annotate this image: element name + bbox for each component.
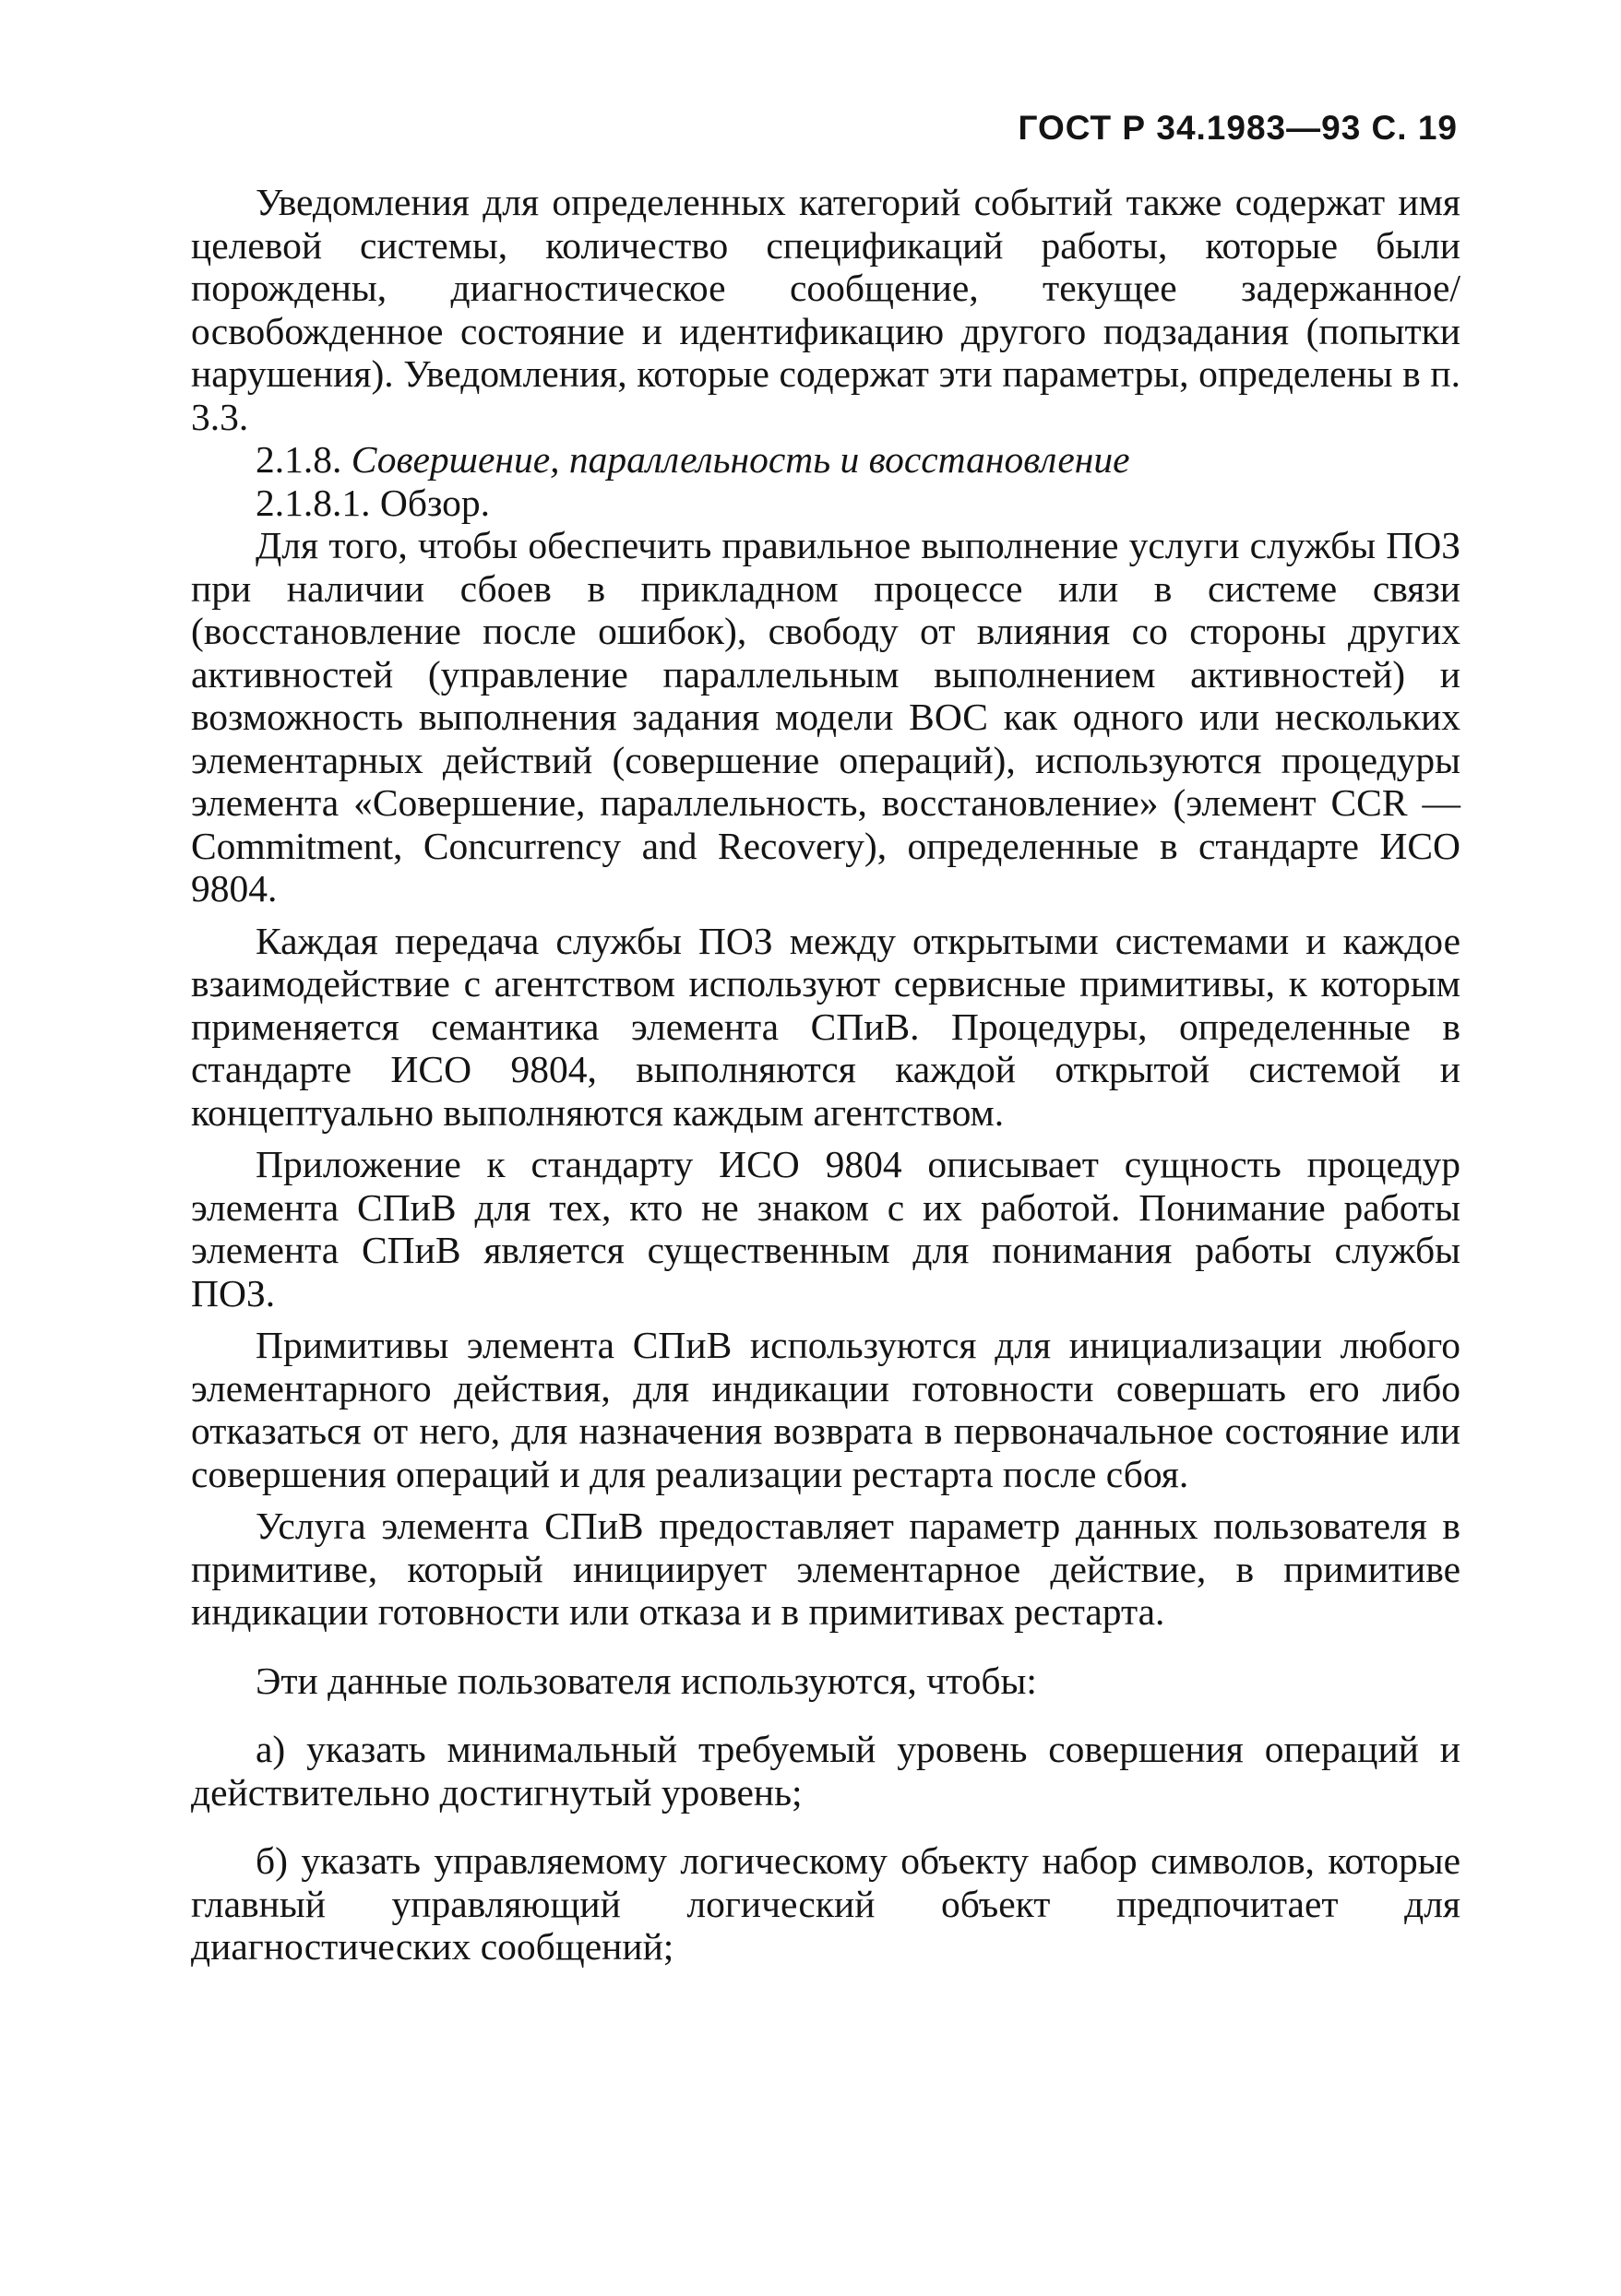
paragraph-user-data-usage: Эти данные пользователя используются, чтобы:: [256, 1659, 1037, 1702]
section-number: 2.1.8.: [256, 438, 352, 481]
list-item-b: б) указать управляемому логическому объекту набор символов, которые главный управляющий логический объект предпочитает для диагностических сообщений;: [191, 1839, 1460, 1968]
list-item-a: а) указать минимальный требуемый уровень совершения операций и действительно достигнутый уровень;: [191, 1728, 1460, 1814]
section-title: Совершение, параллельность и восстановление: [351, 438, 1130, 481]
paragraph-annex-iso-9804: Приложение к стандарту ИСО 9804 описывает сущность процедур элемента СПиВ для тех, кто не знаком с их работой. Понимание работы элемента СПиВ является существенным для понимания работы службы ПОЗ.: [191, 1143, 1460, 1315]
section-heading-2-1-8: [191, 438, 1460, 482]
paragraph-service-primitives: Каждая передача службы ПОЗ между открытыми системами и каждое взаимодействие с агентством используют сервисные примитивы, к которым применяется семантика элемента СПиВ. Процедуры, определенные в стандарте ИСО 9804, выполняются каждой открытой системой и концептуально выполняются каждым агентством.: [191, 919, 1460, 1134]
document-body: [191, 181, 1460, 1969]
paragraph-user-data-parameter: Услуга элемента СПиВ предоставляет параметр данных пользователя в примитиве, который инициирует элементарное действие, в примитиве индикации готовности или отказа и в примитивах рестарта.: [191, 1505, 1460, 1633]
paragraph-notifications: Уведомления для определенных категорий событий также содержат имя целевой системы, количество спецификаций работы, которые были порождены, диагностическое сообщение, текущее задержанное/освобожденное состояние и идентификацию другого подзадания (попытки нарушения). Уведомления, которые содержат эти параметры, определены в п. 3.3.: [191, 181, 1460, 438]
subsection-heading-overview: 2.1.8.1. Обзор.: [256, 481, 490, 524]
page-header: ГОСТ Р 34.1983—93 С. 19: [1018, 109, 1458, 147]
paragraph-ccr-purpose: Для того, чтобы обеспечить правильное выполнение услуги службы ПОЗ при наличии сбоев в прикладном процессе или в системе связи (восстановление после ошибок), свободу от влияния со стороны других активностей (управление параллельным выполнением активностей) и возможность выполнения задания модели ВОС как одного или нескольких элементарных действий (совершение операций), используются процедуры элемента «Совершение, параллельность, восстановление» (элемент CCR — Commitment, Concurrency and Recovery), определенные в стандарте ИСО 9804.: [191, 524, 1460, 910]
paragraph-ccr-primitives: Примитивы элемента СПиВ используются для инициализации любого элементарного действия, для индикации готовности совершать его либо отказаться от него, для назначения возврата в первоначальное состояние или совершения операций и для реализации рестарта после сбоя.: [191, 1324, 1460, 1495]
